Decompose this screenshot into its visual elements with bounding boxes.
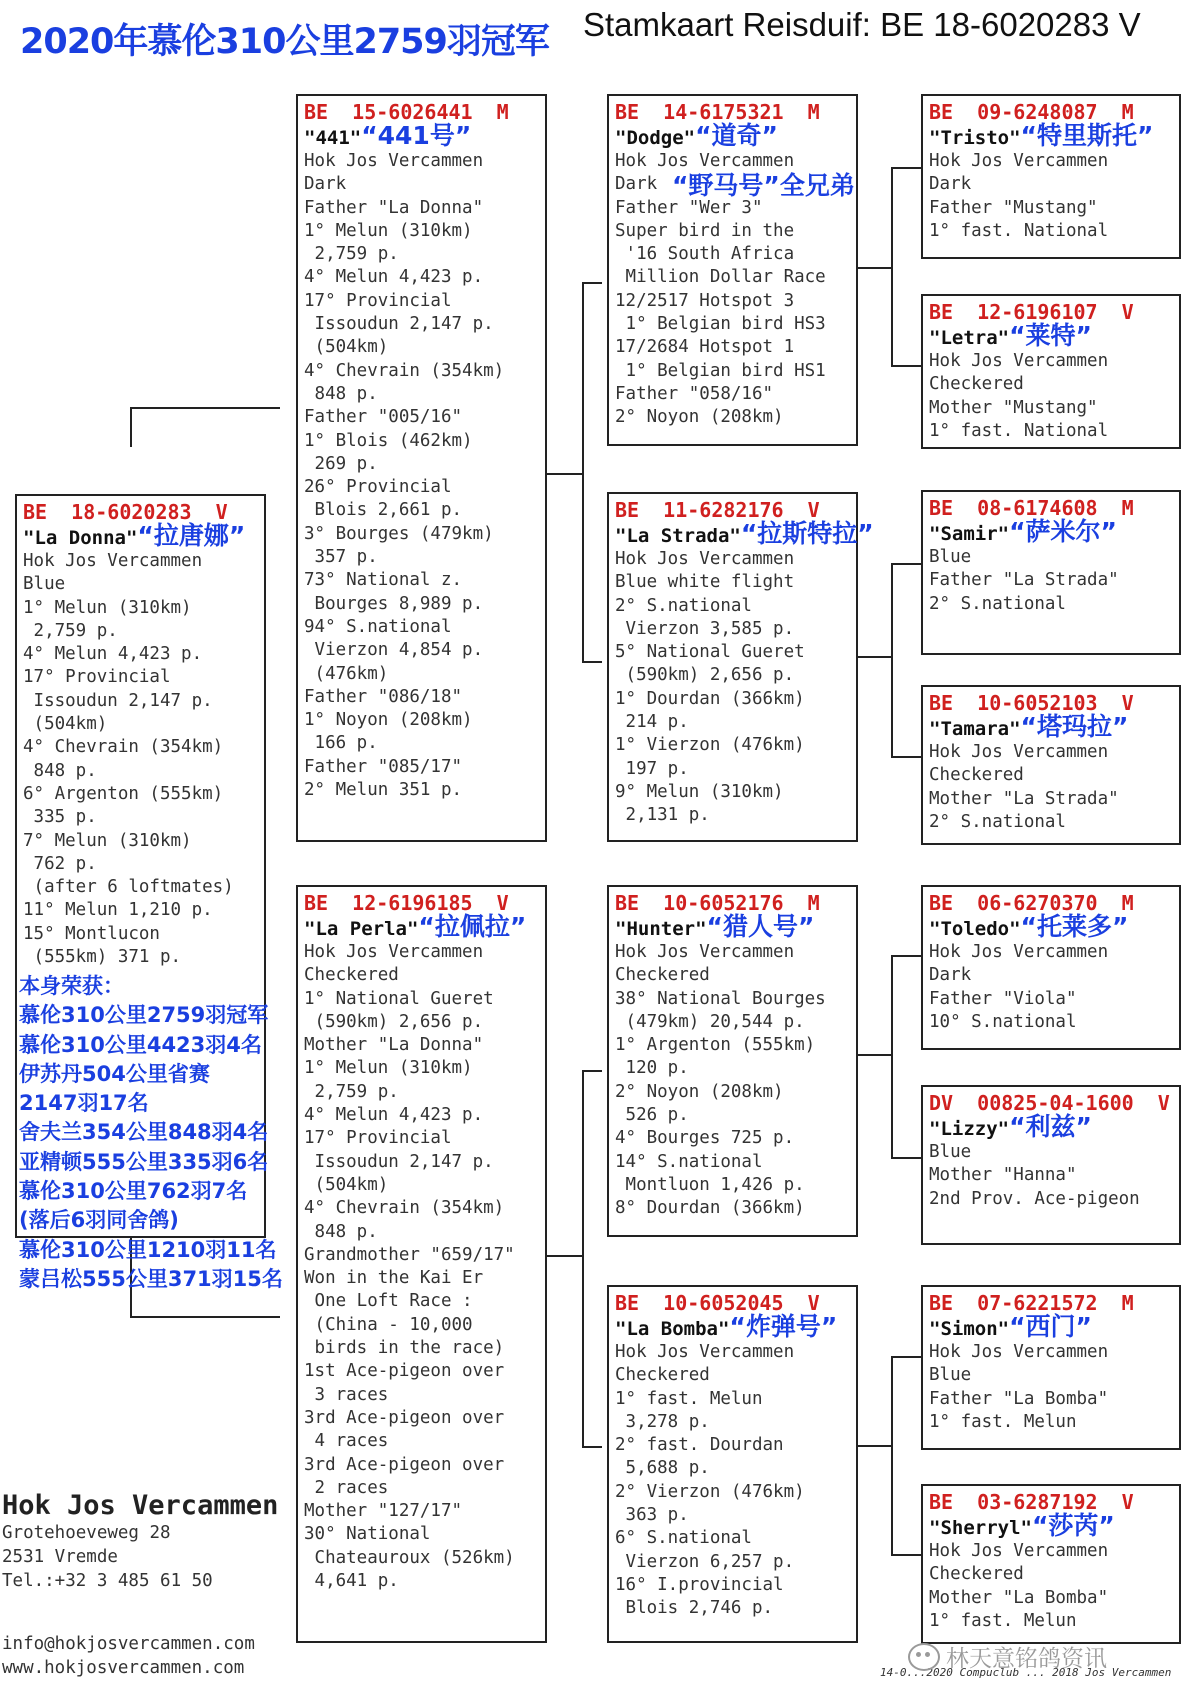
detail-line: (590km) 2,656 p. [304,1011,484,1032]
breeder-city: 2531 Vremde [2,1547,118,1567]
detail-line: Hok Jos Vercammen [929,351,1109,371]
connector [891,1356,893,1555]
detail-line: (after 6 loftmates) [23,877,234,898]
detail-line: 1° fast. Melun [929,1411,1077,1432]
pigeon-card-grandsire-paternal[interactable] [607,94,858,446]
detail-line: 166 p. [304,733,378,754]
honor-line: 慕伦310公里4423羽4名 [19,1032,262,1057]
detail-line: 4° Melun 4,423 p. [304,1105,484,1126]
honor-line: 慕伦310公里2759羽冠军 [19,1003,269,1028]
connector [582,661,602,663]
detail-line: 1° Melun (310km) [304,1058,473,1079]
detail-line: Issoudun 2,147 p. [304,314,494,335]
detail-line: 26° Provincial [304,477,452,498]
connector [891,1356,921,1358]
detail-line: 4,641 p. [304,1571,399,1592]
ring-number: BE 09-6248087 M [929,100,1134,124]
detail-line: 4 races [304,1431,389,1452]
detail-line: (China - 10,000 [304,1314,473,1335]
detail-line: 3rd Ace-pigeon over [304,1407,505,1428]
pigeon-card-ggp-1[interactable] [921,94,1181,259]
pigeon-details [929,1141,1173,1211]
detail-line: Hok Jos Vercammen [615,942,795,962]
detail-line: 2,131 p. [615,805,710,826]
detail-line: Father "La Donna" [304,197,484,218]
ring-number: BE 06-6270370 M [929,891,1134,915]
honor-line: 亚精顿555公里335羽6名 [19,1149,269,1174]
pigeon-details [929,741,1173,834]
pigeon-chinese-name: “道奇” [695,121,778,150]
ring-number: BE 10-6052045 V [615,1291,820,1315]
detail-line: Checkered [929,765,1024,786]
pigeon-nickname: "La Bomba" [615,1318,730,1340]
pigeon-nickname: "Dodge" [615,127,696,149]
detail-line: Blois 2,661 p. [304,500,463,521]
ring-number: BE 11-6282176 V [615,498,820,522]
connector [891,563,893,757]
connector [130,407,132,447]
pigeon-card-ggp-8[interactable] [921,1484,1181,1644]
detail-line: 6° Argenton (555km) [23,783,224,804]
detail-line: Hok Jos Vercammen [615,549,795,569]
pigeon-nickname: "Toledo" [929,918,1021,940]
detail-line: Father "Wer 3" [615,197,763,218]
detail-line: 38° National Bourges [615,988,826,1009]
detail-line: Checkered [929,1564,1024,1585]
pigeon-nickname: "Lizzy" [929,1118,1010,1140]
detail-line: Mother "La Strada" [929,788,1119,809]
pigeon-details [615,548,850,828]
detail-line: Checkered [929,374,1024,395]
pigeon-details [615,1341,850,1621]
connector [582,282,602,284]
detail-line: 1° Blois (462km) [304,430,473,451]
detail-line: 4° Melun 4,423 p. [23,644,203,665]
detail-line: 17° Provincial [304,290,452,311]
detail-line: 1° Noyon (208km) [304,710,473,731]
detail-line: 1° fast. National [929,420,1109,441]
ring-number: BE 12-6196107 V [929,300,1134,324]
honor-line: 本身荣获： [19,974,124,998]
pigeon-chinese-name: “拉佩拉” [418,912,527,941]
pigeon-details [615,941,850,1221]
detail-line: 1° Dourdan (366km) [615,688,805,709]
pigeon-chinese-name: “托莱多” [1020,912,1129,941]
pigeon-card-father[interactable] [296,94,547,842]
detail-line: 120 p. [615,1058,689,1079]
watermark [908,1640,1107,1673]
subject-honors [19,972,283,1294]
connector [544,1255,584,1257]
detail-line: 526 p. [615,1105,689,1126]
pigeon-nickname: "Tamara" [929,718,1021,740]
pigeon-details [929,150,1173,243]
connector [130,1316,280,1318]
detail-line: 17/2684 Hotspot 1 [615,337,795,358]
detail-line: 3 races [304,1384,389,1405]
pigeon-nickname: "Sherryl" [929,1517,1032,1539]
detail-line: 7° Melun (310km) [23,830,192,851]
detail-line: Mother "La Donna" [304,1035,484,1056]
detail-line: Dark [929,174,972,195]
detail-line: Blue white flight [615,572,795,593]
connector [582,1070,602,1072]
detail-line: 848 p. [23,760,97,781]
detail-line: 3° Bourges (479km) [304,523,494,544]
detail-line: Hok Jos Vercammen [304,942,484,962]
detail-line: Issoudun 2,147 p. [23,690,213,711]
detail-line: 2° Melun 351 p. [304,780,463,801]
detail-line: Blue [23,574,66,595]
pigeon-chinese-name: “猎人号” [706,912,815,941]
detail-line: 16° I.provincial [615,1574,784,1595]
detail-line: 2° S.national [929,811,1066,832]
detail-line: 1° Belgian bird HS3 [615,314,826,335]
page-title-chinese: 2020年慕伦310公里2759羽冠军 [20,22,549,62]
detail-line: Father "Viola" [929,988,1077,1009]
detail-line: 4° Chevrain (354km) [23,737,224,758]
breeder-street: Grotehoeveweg 28 [2,1523,171,1543]
pigeon-nickname: "Letra" [929,327,1010,349]
connector [582,1446,602,1448]
pigeon-card-granddam-paternal[interactable] [607,492,874,842]
watermark-text: 林天意铭鸽资讯 [946,1646,1107,1672]
pigeon-chinese-name: “西门” [1009,1312,1092,1341]
pigeon-card-mother[interactable] [296,885,547,1643]
detail-line: Blue [929,1142,972,1162]
pigeon-details [929,1540,1173,1633]
detail-line: 17° Provincial [23,667,171,688]
pigeon-card-ggp-5[interactable] [921,885,1181,1050]
detail-line: 1° Belgian bird HS1 [615,360,826,381]
detail-line: 762 p. [23,853,97,874]
pigeon-details [304,941,539,1593]
detail-line: 269 p. [304,453,378,474]
breeder-contact [2,1632,255,1680]
pigeon-nickname: "Tristo" [929,127,1021,149]
pigeon-nickname: "Hunter" [615,918,707,940]
detail-line: Won in the Kai Er [304,1268,484,1289]
connector [891,563,921,565]
detail-line: 4° Melun 4,423 p. [304,267,484,288]
connector [582,1070,584,1447]
detail-line: 848 p. [304,1221,378,1242]
pigeon-card-ggp-6[interactable] [921,1085,1181,1245]
detail-line: 11° Melun 1,210 p. [23,900,213,921]
detail-line: Vierzon 6,257 p. [615,1551,795,1572]
detail-line: Mother "La Bomba" [929,1587,1109,1608]
detail-line: 17° Provincial [304,1128,452,1149]
detail-line: 335 p. [23,807,97,828]
connector [853,656,893,658]
detail-line: 2° Noyon (208km) [615,1081,784,1102]
connector [853,267,893,269]
detail-line: 1° fast. National [929,220,1109,241]
detail-line: (504km) [304,337,389,358]
pigeon-chinese-name: “拉唐娜” [137,521,246,550]
detail-line: 2° Vierzon (476km) [615,1481,805,1502]
detail-line: Blue [929,1365,972,1386]
detail-line: (504km) [304,1174,389,1195]
connector [853,1054,893,1056]
connector [853,1445,893,1447]
ring-number: BE 10-6052103 V [929,691,1134,715]
detail-line: (476km) [304,663,389,684]
honor-line: 慕伦310公里762羽7名 [19,1179,248,1204]
detail-line: 14° S.national [615,1151,763,1172]
ring-number: BE 03-6287192 V [929,1490,1134,1514]
pigeon-chinese-name: “拉斯特拉” [740,519,874,548]
detail-line: 5,688 p. [615,1458,710,1479]
detail-line: Checkered [304,965,399,986]
detail-line: 12/2517 Hotspot 3 [615,290,795,311]
pigeon-details [929,941,1173,1034]
connector [582,282,584,662]
connector [891,1157,921,1159]
pigeon-chinese-name: “特里斯托” [1020,121,1154,150]
breeder-info [2,1490,278,1593]
detail-line: 4° Bourges 725 p. [615,1128,795,1149]
detail-line: Father "Mustang" [929,197,1098,218]
detail-line: 214 p. [615,712,689,733]
detail-line: Montluon 1,426 p. [615,1174,805,1195]
pigeon-chinese-name: “炸弹号” [729,1312,838,1341]
detail-line: 10° S.national [929,1011,1077,1032]
connector [891,167,893,366]
detail-line: Father "La Strada" [929,570,1119,591]
detail-line: 2,759 p. [304,1081,399,1102]
detail-line: 2 races [304,1477,389,1498]
connector [891,167,921,169]
pigeon-card-ggp-4[interactable] [921,685,1181,845]
detail-line: Chateauroux (526km) [304,1547,515,1568]
detail-line: Dark [304,174,347,195]
ring-number: BE 08-6174608 M [929,496,1134,520]
detail-line: 3rd Ace-pigeon over [304,1454,505,1475]
pigeon-nickname: "La Donna" [23,527,138,549]
connector [891,365,921,367]
pigeon-details [929,1341,1173,1434]
pigeon-nickname: "Simon" [929,1318,1010,1340]
detail-line: 1° fast. Melun [615,1388,763,1409]
detail-line: '16 South Africa [615,244,795,265]
detail-line: 8° Dourdan (366km) [615,1198,805,1219]
detail-line: 30° National [304,1524,431,1545]
pigeon-nickname: "La Perla" [304,918,419,940]
honor-line: (落后6羽同舍鸽) [19,1208,179,1233]
detail-line: Father "005/16" [304,407,463,428]
detail-line: 1° Vierzon (476km) [615,735,805,756]
detail-line: 2,759 p. [304,244,399,265]
detail-line: 357 p. [304,547,378,568]
breeder-website[interactable]: www.hokjosvercammen.com [2,1658,245,1678]
detail-line: (504km) [23,714,108,735]
detail-line: Super bird in the [615,220,795,241]
detail-line: 848 p. [304,383,378,404]
breeder-phone: Tel.:+32 3 485 61 50 [2,1571,213,1591]
detail-line: Vierzon 3,585 p. [615,618,795,639]
pigeon-nickname: "Samir" [929,523,1010,545]
detail-line: (555km) 371 p. [23,947,182,968]
pigeon-details [23,550,258,969]
ring-number: BE 07-6221572 M [929,1291,1134,1315]
ring-number: BE 15-6026441 M [304,100,509,124]
honor-line: 舍夫兰354公里848羽4名 [19,1120,269,1145]
detail-line: One Loft Race : [304,1291,473,1312]
breeder-name: Hok Jos Vercammen [2,1490,279,1521]
detail-line: 2° S.national [615,595,752,616]
ring-number: BE 18-6020283 V [23,500,228,524]
ring-number: DV 00825-04-1600 V [929,1091,1170,1115]
pigeon-card-grandsire-maternal[interactable] [607,885,858,1237]
detail-line: 94° S.national [304,616,452,637]
pigeon-chinese-name: “利兹” [1009,1112,1092,1141]
detail-line: Blue [929,547,972,567]
honor-line: 蒙吕松555公里371羽15名 [19,1266,283,1291]
detail-line: Father "085/17" [304,756,463,777]
detail-line: Checkered [615,965,710,986]
pigeon-details [304,150,539,802]
pigeon-chinese-name: “莱特” [1009,321,1092,350]
detail-line: birds in the race) [304,1338,505,1359]
detail-line: Dark [615,174,658,195]
pigeon-details [929,546,1173,616]
detail-line: 3,278 p. [615,1411,710,1432]
detail-line: 2° Noyon (208km) [615,407,784,428]
detail-line: Vierzon 4,854 p. [304,640,484,661]
detail-line: Million Dollar Race [615,267,826,288]
connector [130,407,280,409]
detail-line: 15° Montlucon [23,923,160,944]
detail-line: Dark [929,965,972,986]
detail-line: 363 p. [615,1505,689,1526]
detail-line: (590km) 2,656 p. [615,665,795,686]
detail-line: 6° S.national [615,1528,752,1549]
detail-line: 4° Chevrain (354km) [304,360,505,381]
detail-line: 5° National Gueret [615,642,805,663]
detail-line: Hok Jos Vercammen [615,1342,795,1362]
detail-line: Mother "127/17" [304,1501,463,1522]
pigeon-card-ggp-3[interactable] [921,490,1181,655]
connector [891,1554,921,1556]
full-sibling-note: “野马号”全兄弟 [672,171,855,200]
detail-line: 9° Melun (310km) [615,781,784,802]
pigeon-card-ggp-2[interactable] [921,294,1181,449]
pigeon-details [929,350,1173,443]
detail-line: 1° Melun (310km) [304,220,473,241]
detail-line: 1° National Gueret [304,988,494,1009]
detail-line: (479km) 20,544 p. [615,1011,805,1032]
detail-line: 2,759 p. [23,620,118,641]
connector [891,955,921,957]
detail-line: 1° Melun (310km) [23,597,192,618]
detail-line: Hok Jos Vercammen [23,551,203,571]
detail-line: Father "La Bomba" [929,1388,1109,1409]
detail-line: Mother "Hanna" [929,1165,1077,1186]
pigeon-card-ggp-7[interactable] [921,1285,1181,1450]
detail-line: Father "058/16" [615,383,774,404]
wechat-logo-icon [908,1643,940,1671]
detail-line: Mother "Mustang" [929,397,1098,418]
connector [544,473,584,475]
detail-line: Issoudun 2,147 p. [304,1151,494,1172]
detail-line: 2nd Prov. Ace-pigeon [929,1188,1140,1209]
detail-line: 1° Argenton (555km) [615,1035,816,1056]
detail-line: Hok Jos Vercammen [929,942,1109,962]
pigeon-nickname: "441" [304,127,362,149]
print-footer: 14-0...2020 Compuclub ... 2018 Jos Vercammen [880,1666,1172,1679]
pigeon-chinese-name: “441号” [361,121,472,150]
detail-line: Bourges 8,989 p. [304,593,484,614]
pigeon-chinese-name: “莎芮” [1031,1511,1115,1540]
pigeon-chinese-name: “塔玛拉” [1020,712,1129,741]
detail-line: 1st Ace-pigeon over [304,1361,505,1382]
pigeon-card-granddam-maternal[interactable] [607,1285,858,1643]
detail-line: Father "086/18" [304,686,463,707]
honor-line: 2147羽17名 [19,1091,149,1116]
detail-line: 1° fast. Melun [929,1610,1077,1631]
pigeon-chinese-name: “萨米尔” [1009,517,1117,546]
detail-line: Hok Jos Vercammen [929,1342,1109,1362]
detail-line: Hok Jos Vercammen [929,151,1109,171]
detail-line: 197 p. [615,758,689,779]
detail-line: Hok Jos Vercammen [304,151,484,171]
page-title-pedigree: Stamkaart Reisduif: BE 18-6020283 V [583,6,1141,43]
detail-line: Grandmother "659/17" [304,1244,515,1265]
detail-line: 2° fast. Dourdan [615,1435,784,1456]
detail-line: 2° S.national [929,593,1066,614]
detail-line: Hok Jos Vercammen [929,742,1109,762]
detail-line: 73° National z. [304,570,463,591]
ring-number: BE 10-6052176 M [615,891,820,915]
detail-line: Checkered [615,1365,710,1386]
connector [891,756,921,758]
ring-number: BE 14-6175321 M [615,100,820,124]
detail-line: 4° Chevrain (354km) [304,1198,505,1219]
breeder-email[interactable]: info@hokjosvercammen.com [2,1634,255,1654]
ring-number: BE 12-6196185 V [304,891,509,915]
detail-line: Hok Jos Vercammen [615,151,795,171]
detail-line: Hok Jos Vercammen [929,1541,1109,1561]
honor-line: 伊苏丹504公里省赛 [19,1061,210,1086]
pigeon-nickname: "La Strada" [615,525,741,547]
honor-line: 慕伦310公里1210羽11名 [19,1237,277,1262]
connector [891,955,893,1158]
detail-line: Blois 2,746 p. [615,1598,774,1619]
